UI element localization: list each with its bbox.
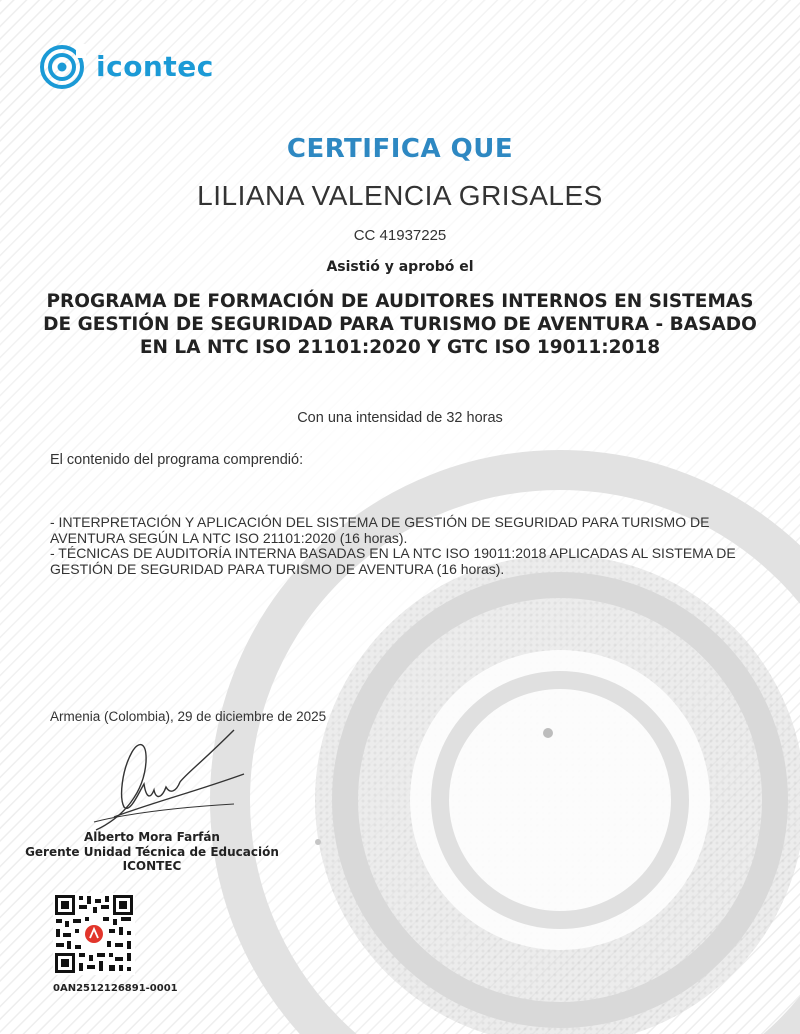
- intensity-text: Con una intensidad de 32 horas: [297, 410, 503, 426]
- program-title: PROGRAMA DE FORMACIÓN DE AUDITORES INTERNOS EN SISTEMAS DE GESTIÓN DE SEGURIDAD PARA TURISMO DE AVENTURA - BASADO EN LA NTC ISO 21101:2020 Y GTC ISO 19011:2018: [43, 291, 757, 358]
- qr-code-icon[interactable]: [53, 893, 135, 975]
- content-item: - INTERPRETACIÓN Y APLICACIÓN DEL SISTEMA DE GESTIÓN DE SEGURIDAD PARA TURISMO DE AVENTURA SEGÚN LA NTC ISO 21101:2020 (16 horas).: [50, 514, 710, 546]
- signer-title: Gerente Unidad Técnica de Educación ICONTEC: [25, 845, 279, 873]
- logo-wordmark: icontec: [96, 49, 214, 83]
- attended-label: Asistió y aprobó el: [326, 259, 474, 275]
- icontec-logo: [36, 36, 236, 96]
- content-intro: El contenido del programa comprendió:: [50, 452, 304, 468]
- place-date: Armenia (Colombia), 29 de diciembre de 2025: [50, 709, 327, 724]
- certifies-heading: CERTIFICA QUE: [286, 134, 514, 164]
- icontec-logo-icon: [36, 38, 92, 94]
- signature-image: [84, 722, 254, 832]
- recipient-name: LILIANA VALENCIA GRISALES: [197, 180, 603, 211]
- content-list: [50, 515, 750, 577]
- signer-name: Alberto Mora Farfán: [84, 830, 220, 844]
- recipient-id: CC 41937225: [353, 227, 447, 244]
- certificate-code: 0AN2512126891-0001: [53, 983, 178, 994]
- content-item: - TÉCNICAS DE AUDITORÍA INTERNA BASADAS EN LA NTC ISO 19011:2018 APLICADAS AL SISTEMA DE GESTIÓN DE SEGURIDAD PARA TURISMO DE AVENTURA (16 horas).: [50, 545, 736, 577]
